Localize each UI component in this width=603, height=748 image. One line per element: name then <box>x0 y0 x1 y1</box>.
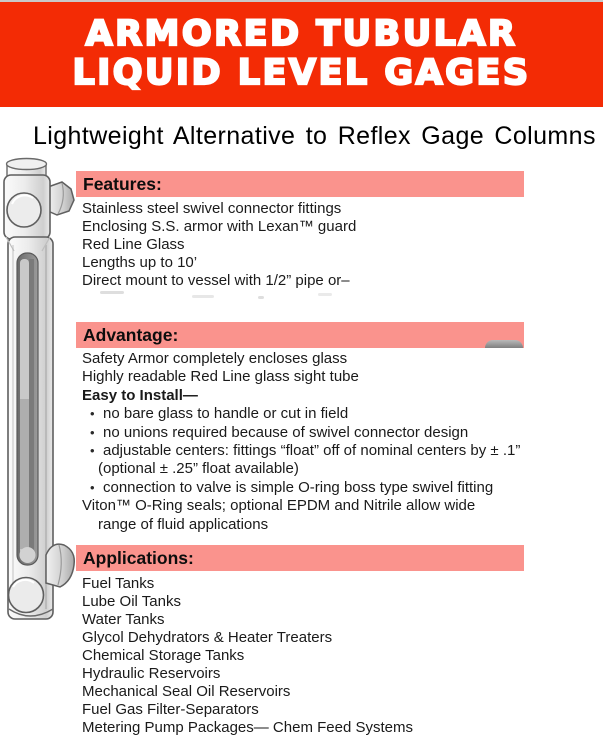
bullet-glyph: • <box>90 479 95 495</box>
masthead-title-line2: LIQUID LEVEL GAGES <box>72 53 531 93</box>
advantage-item: Safety Armor completely encloses glass <box>82 350 348 367</box>
advantage-item <box>82 479 520 497</box>
advantage-item-text: connection to valve is simple O-ring boss type swivel fitting <box>103 478 494 496</box>
applications-item: Fuel Gas Filter-Separators <box>82 701 259 718</box>
features-section-title: Features: <box>83 174 162 194</box>
applications-section-banner <box>76 545 524 571</box>
faded-print-remnant <box>100 291 124 294</box>
gray-dome-artifact <box>485 340 523 348</box>
advantage-item: Easy to Install— <box>82 386 198 404</box>
features-section-banner <box>76 171 524 197</box>
features-item: Red Line Glass <box>82 236 185 253</box>
advantage-item: Highly readable Red Line glass sight tube <box>82 368 359 386</box>
applications-item: Glycol Dehydrators & Heater Treaters <box>82 629 333 646</box>
bullet-glyph: • <box>90 406 95 422</box>
advantage-item: Viton™ O-Ring seals; optional EPDM and Nitrile allow wide <box>82 497 476 515</box>
applications-item: Mechanical Seal Oil Reservoirs <box>82 683 291 700</box>
advantage-section-title: Advantage: <box>83 325 179 345</box>
advantage-item <box>82 405 520 423</box>
faded-print-remnant <box>318 293 332 296</box>
applications-item: Water Tanks <box>82 611 165 628</box>
gage-top-fitting-nut <box>48 182 74 215</box>
gage-top-rim <box>7 159 47 170</box>
faded-print-remnant <box>192 295 214 298</box>
applications-item: Hydraulic Reservoirs <box>82 665 221 682</box>
masthead-banner <box>0 2 603 107</box>
features-item: Direct mount to vessel with 1/2” pipe or– <box>82 272 350 289</box>
features-item: Stainless steel swivel connector fittings <box>82 200 342 217</box>
gage-liquid-level <box>20 399 29 549</box>
applications-item: Lube Oil Tanks <box>82 593 181 610</box>
features-list <box>82 200 356 290</box>
advantage-section-banner <box>76 322 524 348</box>
gage-bottom-knob <box>9 578 44 613</box>
applications-item: Chemical Storage Tanks <box>82 647 245 664</box>
masthead-title-line1: ARMORED TUBULAR <box>85 14 518 54</box>
features-item: Enclosing S.S. armor with Lexan™ guard <box>82 218 357 235</box>
faded-print-remnant <box>258 296 264 299</box>
gage-top-knob <box>7 193 41 227</box>
applications-item: Fuel Tanks <box>82 575 155 592</box>
advantage-item-text: no unions required because of swivel connector design <box>103 423 469 441</box>
advantage-item <box>82 424 520 442</box>
advantage-item-text: no bare glass to handle or cut in field <box>103 405 349 423</box>
level-gage-illustration <box>0 157 80 627</box>
applications-item: Metering Pump Packages— Chem Feed Systems <box>82 719 413 736</box>
advantage-list <box>82 350 520 534</box>
features-item: Lengths up to 10’ <box>82 254 198 271</box>
bullet-glyph: • <box>90 424 95 440</box>
bullet-glyph: • <box>90 443 95 459</box>
advantage-item <box>82 442 520 460</box>
applications-list <box>82 575 413 737</box>
advantage-item: (optional ± .25” float available) <box>98 460 299 478</box>
advantage-item-text: adjustable centers: fittings “float” off of nominal centers by ± .1” <box>103 442 521 460</box>
applications-section-title: Applications: <box>83 548 194 568</box>
page-headline: Lightweight Alternative to Reflex Gage Columns <box>33 122 596 150</box>
advantage-item: range of fluid applications <box>98 515 269 533</box>
